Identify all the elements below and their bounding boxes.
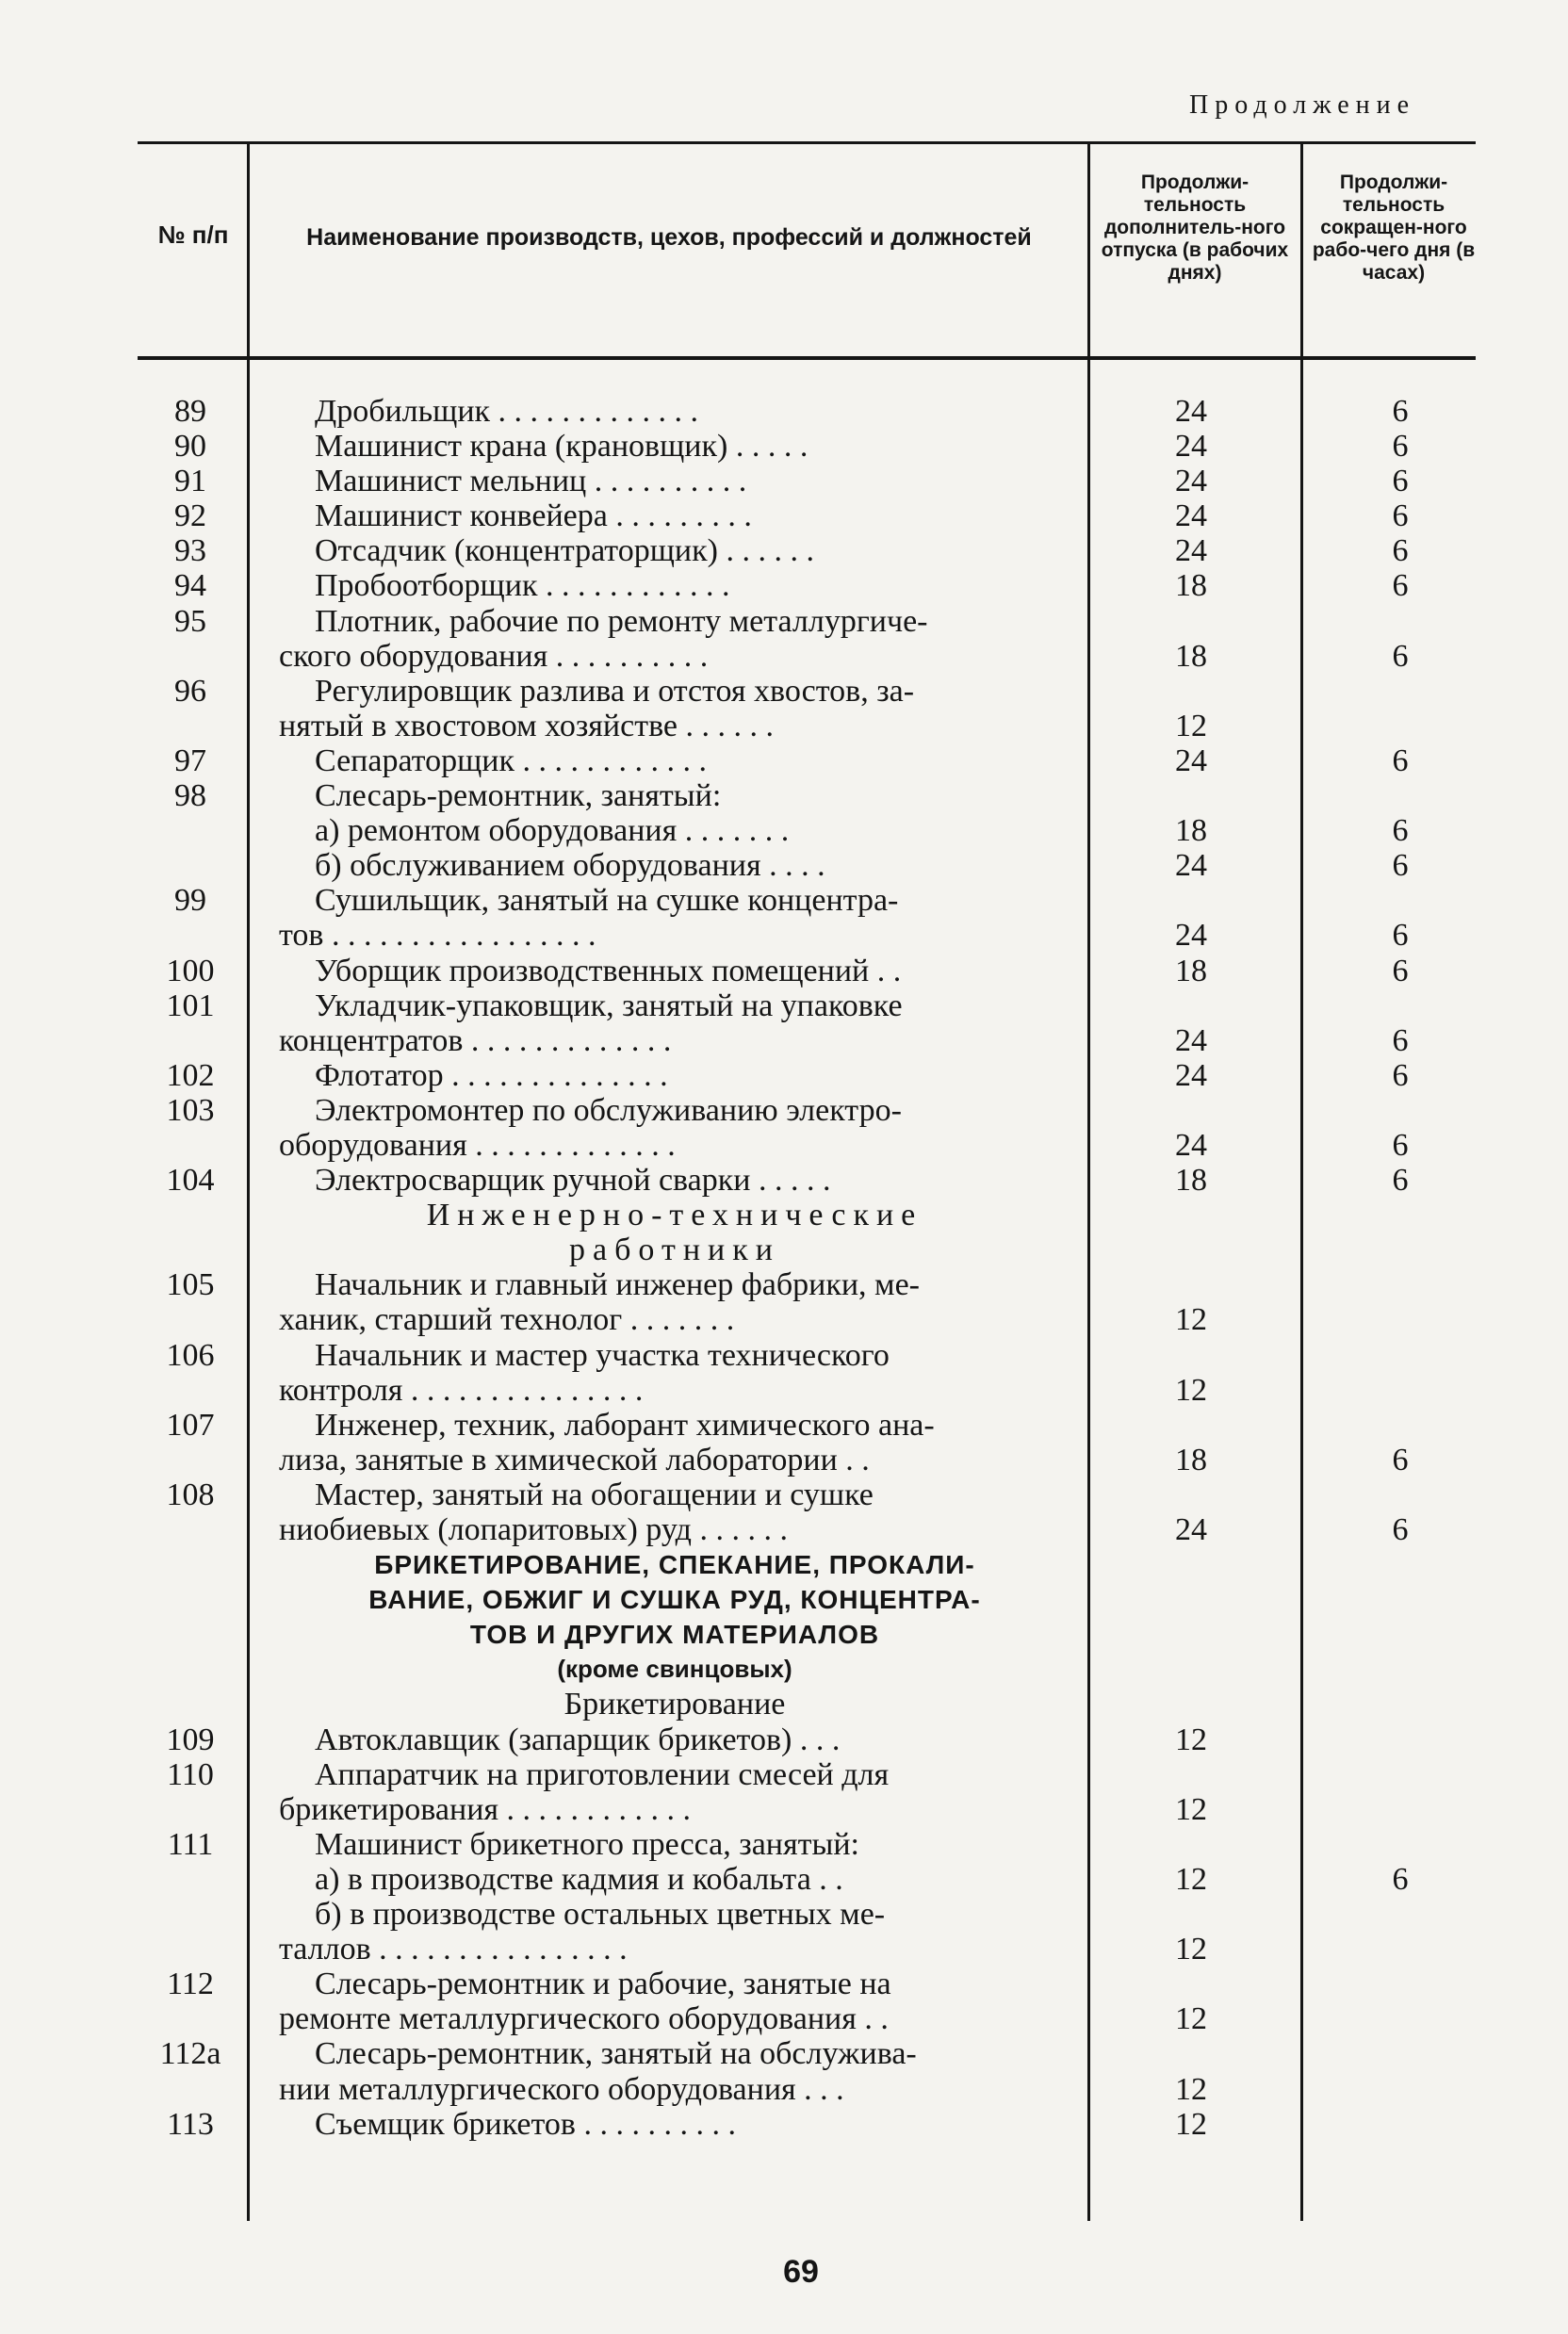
row-title	[279, 1547, 1070, 1652]
row-title	[279, 988, 1070, 1058]
table-row	[138, 394, 1485, 429]
section-heading	[138, 1547, 1485, 1652]
row-number: 106	[166, 1337, 215, 1373]
table-row	[138, 1757, 1485, 1827]
leave-days-value: 24	[1175, 918, 1207, 954]
workday-hours-value: 6	[1392, 498, 1409, 534]
workday-hours-value: 6	[1392, 953, 1409, 988]
leave-days-value: 12	[1175, 1302, 1207, 1338]
row-number: 93	[174, 533, 206, 569]
workday-hours-value: 6	[1392, 394, 1409, 429]
row-number: 109	[166, 1722, 215, 1757]
page-number: 69	[783, 2254, 819, 2290]
row-title-line: ВАНИЕ, ОБЖИГ И СУШКА РУД, КОНЦЕНТРА-	[368, 1585, 981, 1615]
leave-days-value: 24	[1175, 743, 1207, 778]
table-row	[138, 883, 1485, 953]
row-title-line: ского оборудования . . . . . . . . . .	[279, 638, 709, 674]
row-title-line: Мастер, занятый на обогащении и сушке	[315, 1477, 874, 1512]
row-title	[279, 813, 1070, 848]
workday-hours-value: 6	[1392, 568, 1409, 604]
header-number: № п/п	[157, 220, 229, 249]
table-row	[138, 988, 1485, 1058]
row-title	[279, 954, 1070, 988]
workday-hours-value: 6	[1392, 464, 1409, 499]
table-row	[138, 1338, 1485, 1408]
leave-days-value: 12	[1175, 2106, 1207, 2142]
workday-hours-value: 6	[1392, 1442, 1409, 1477]
row-title-line: Плотник, рабочие по ремонту металлургиче-	[315, 603, 928, 639]
row-title-line: Аппаратчик на приготовлении смесей для	[315, 1756, 890, 1792]
row-title-line: ремонте металлургического оборудования . .	[279, 2001, 889, 2037]
row-number: 96	[174, 673, 206, 709]
row-title	[279, 1757, 1070, 1827]
row-number: 92	[174, 498, 206, 534]
row-number: 107	[166, 1407, 215, 1443]
row-title-line: Слесарь-ремонтник, занятый:	[315, 778, 722, 814]
table-row	[138, 464, 1485, 498]
row-title-line: Автоклавщик (запарщик брикетов) . . .	[315, 1722, 841, 1757]
row-title-line: а) ремонтом оборудования . . . . . . .	[315, 813, 790, 849]
row-number: 104	[166, 1163, 215, 1199]
table-row	[138, 604, 1485, 674]
row-title-line: Регулировщик разлива и отстоя хвостов, за-	[315, 673, 915, 709]
table-row	[138, 848, 1485, 883]
row-title-line: Съемщик брикетов . . . . . . . . . .	[315, 2106, 736, 2142]
section-heading	[138, 1652, 1485, 1687]
row-title-line: Уборщик производственных помещений . .	[315, 953, 902, 988]
row-title-line: Флотатор . . . . . . . . . . . . . .	[315, 1057, 668, 1093]
row-number: 100	[166, 953, 215, 988]
leave-days-value: 12	[1175, 2001, 1207, 2037]
row-title-line: ханик, старший технолог . . . . . . .	[279, 1302, 735, 1338]
workday-hours-value: 6	[1392, 1512, 1409, 1547]
row-title	[279, 2107, 1070, 2142]
row-title	[279, 1477, 1070, 1547]
section-heading	[138, 1687, 1485, 1722]
row-number: 99	[174, 883, 206, 919]
row-title	[279, 1862, 1070, 1897]
row-title-line: Укладчик-упаковщик, занятый на упаковке	[315, 987, 903, 1023]
table-body	[138, 394, 1485, 2142]
row-number: 90	[174, 429, 206, 465]
row-title-line: контроля . . . . . . . . . . . . . . .	[279, 1372, 644, 1408]
table-row	[138, 1267, 1485, 1337]
row-title-line: тов . . . . . . . . . . . . . . . . .	[279, 918, 596, 954]
table-row	[138, 498, 1485, 533]
row-title-line: Инженерно-технические	[426, 1198, 923, 1233]
table-row	[138, 674, 1485, 743]
row-title-line: нятый в хвостовом хозяйстве . . . . . .	[279, 708, 775, 743]
table-row	[138, 2036, 1485, 2106]
row-title-line: Машинист мельниц . . . . . . . . . .	[315, 464, 747, 499]
row-title-line: Слесарь-ремонтник и рабочие, занятые на	[315, 1967, 891, 2002]
table-row	[138, 568, 1485, 603]
row-title	[279, 1827, 1070, 1862]
leave-days-value: 12	[1175, 2071, 1207, 2107]
row-title	[279, 2036, 1070, 2106]
row-title-line: БРИКЕТИРОВАНИЕ, СПЕКАНИЕ, ПРОКАЛИ-	[374, 1550, 975, 1580]
table-top-rule	[138, 141, 1476, 144]
leave-days-value: 18	[1175, 953, 1207, 988]
table-row	[138, 954, 1485, 988]
row-title-line: Начальник и главный инженер фабрики, ме-	[315, 1267, 920, 1303]
row-number: 110	[167, 1756, 214, 1792]
row-title	[279, 394, 1070, 429]
leave-days-value: 24	[1175, 1512, 1207, 1547]
row-title-line: ТОВ И ДРУГИХ МАТЕРИАЛОВ	[469, 1620, 880, 1650]
leave-days-value: 24	[1175, 1127, 1207, 1163]
leave-days-value: 24	[1175, 533, 1207, 569]
workday-hours-value: 6	[1392, 743, 1409, 778]
row-title-line: Электросварщик ручной сварки . . . . .	[315, 1163, 831, 1199]
header-day: Продолжи-тельность сокращен-ного рабо-чего дня (в часах)	[1312, 171, 1476, 284]
row-number: 113	[167, 2106, 214, 2142]
row-number: 101	[166, 987, 215, 1023]
leave-days-value: 18	[1175, 813, 1207, 849]
leave-days-value: 12	[1175, 1372, 1207, 1408]
row-title-line: Сепараторщик . . . . . . . . . . . .	[315, 743, 707, 778]
row-title-line: Отсадчик (концентраторщик) . . . . . .	[315, 533, 814, 569]
row-number: 112	[167, 1967, 214, 2002]
row-number: 102	[166, 1057, 215, 1093]
leave-days-value: 18	[1175, 568, 1207, 604]
table-row	[138, 429, 1485, 464]
table-row	[138, 1408, 1485, 1477]
table-row	[138, 533, 1485, 568]
row-number: 89	[174, 394, 206, 429]
row-number: 97	[174, 743, 206, 778]
row-title	[279, 464, 1070, 498]
row-title	[279, 1093, 1070, 1163]
table-row	[138, 1093, 1485, 1163]
row-title	[279, 1267, 1070, 1337]
row-title	[279, 1163, 1070, 1198]
table-row	[138, 743, 1485, 778]
row-title	[279, 429, 1070, 464]
row-title	[279, 674, 1070, 743]
section-heading	[138, 1198, 1485, 1267]
row-number: 98	[174, 778, 206, 814]
row-title	[279, 1652, 1070, 1687]
leave-days-value: 12	[1175, 1932, 1207, 1967]
row-title	[279, 1198, 1070, 1267]
row-title	[279, 778, 1070, 813]
row-title-line: (кроме свинцовых)	[557, 1655, 792, 1684]
row-title-line: б) в производстве остальных цветных ме-	[315, 1897, 886, 1933]
row-title	[279, 1897, 1070, 1967]
leave-days-value: 24	[1175, 464, 1207, 499]
row-number: 95	[174, 603, 206, 639]
workday-hours-value: 6	[1392, 1861, 1409, 1897]
row-title-line: Электромонтер по обслуживанию электро-	[315, 1092, 902, 1128]
leave-days-value: 12	[1175, 708, 1207, 743]
leave-days-value: 12	[1175, 1791, 1207, 1827]
row-title-line: Машинист брикетного пресса, занятый:	[315, 1826, 859, 1862]
row-title-line: нии металлургического оборудования . . .	[279, 2071, 844, 2107]
row-title-line: Сушильщик, занятый на сушке концентра-	[315, 883, 899, 919]
row-number: 103	[166, 1092, 215, 1128]
workday-hours-value: 6	[1392, 848, 1409, 884]
header-name: Наименование производств, цехов, профессий и должностей	[306, 224, 1032, 251]
header-leave: Продолжи-тельность дополнитель-ного отпуска (в рабочих днях)	[1101, 171, 1289, 284]
row-title-line: а) в производстве кадмия и кобальта . .	[315, 1861, 843, 1897]
row-title-line: концентратов . . . . . . . . . . . . .	[279, 1022, 672, 1058]
table-header-rule	[138, 356, 1476, 360]
workday-hours-value: 6	[1392, 1163, 1409, 1199]
row-title	[279, 568, 1070, 603]
row-title	[279, 1338, 1070, 1408]
row-title	[279, 1967, 1070, 2036]
workday-hours-value: 6	[1392, 813, 1409, 849]
leave-days-value: 24	[1175, 498, 1207, 534]
row-title-line: оборудования . . . . . . . . . . . . .	[279, 1127, 676, 1163]
row-title-line: б) обслуживанием оборудования . . . .	[315, 848, 825, 884]
row-title-line: работники	[569, 1232, 780, 1268]
leave-days-value: 18	[1175, 638, 1207, 674]
workday-hours-value: 6	[1392, 638, 1409, 674]
row-title-line: брикетирования . . . . . . . . . . . .	[279, 1791, 692, 1827]
leave-days-value: 24	[1175, 848, 1207, 884]
table-row	[138, 1827, 1485, 1862]
row-title	[279, 1687, 1070, 1722]
table-row	[138, 1058, 1485, 1093]
row-title-line: Машинист конвейера . . . . . . . . .	[315, 498, 752, 534]
row-title-line: Пробоотборщик . . . . . . . . . . . .	[315, 568, 730, 604]
row-title-line: Брикетирование	[564, 1687, 786, 1722]
leave-days-value: 18	[1175, 1442, 1207, 1477]
row-title	[279, 883, 1070, 953]
row-title-line: Начальник и мастер участка технического	[315, 1337, 890, 1373]
table-row	[138, 1722, 1485, 1757]
table-row	[138, 1477, 1485, 1547]
table-row	[138, 1163, 1485, 1198]
leave-days-value: 24	[1175, 1022, 1207, 1058]
leave-days-value: 12	[1175, 1861, 1207, 1897]
table-row	[138, 778, 1485, 813]
row-title	[279, 1408, 1070, 1477]
row-title	[279, 604, 1070, 674]
row-title-line: лиза, занятые в химической лаборатории . .	[279, 1442, 870, 1477]
row-title-line: таллов . . . . . . . . . . . . . . . .	[279, 1932, 628, 1967]
row-title-line: Инженер, техник, лаборант химического ана-	[315, 1407, 935, 1443]
workday-hours-value: 6	[1392, 1057, 1409, 1093]
leave-days-value: 18	[1175, 1163, 1207, 1199]
workday-hours-value: 6	[1392, 429, 1409, 465]
leave-days-value: 24	[1175, 429, 1207, 465]
workday-hours-value: 6	[1392, 1022, 1409, 1058]
row-title-line: ниобиевых (лопаритовых) руд . . . . . .	[279, 1512, 788, 1547]
row-number: 112а	[159, 2036, 221, 2072]
row-title	[279, 1058, 1070, 1093]
row-title	[279, 533, 1070, 568]
row-title	[279, 498, 1070, 533]
row-title	[279, 1722, 1070, 1757]
table-row	[138, 1897, 1485, 1967]
table-row	[138, 2107, 1485, 2142]
row-title-line: Слесарь-ремонтник, занятый на обслужива-	[315, 2036, 917, 2072]
leave-days-value: 12	[1175, 1722, 1207, 1757]
row-number: 94	[174, 568, 206, 604]
row-number: 105	[166, 1267, 215, 1303]
workday-hours-value: 6	[1392, 918, 1409, 954]
row-title	[279, 848, 1070, 883]
leave-days-value: 24	[1175, 394, 1207, 429]
row-title	[279, 743, 1070, 778]
table-row	[138, 813, 1485, 848]
table-row	[138, 1862, 1485, 1897]
row-title-line: Машинист крана (крановщик) . . . . .	[315, 429, 808, 465]
workday-hours-value: 6	[1392, 533, 1409, 569]
continuation-label: Продолжение	[1189, 90, 1416, 120]
workday-hours-value: 6	[1392, 1127, 1409, 1163]
table-row	[138, 1967, 1485, 2036]
row-number: 111	[167, 1826, 214, 1862]
row-title-line: Дробильщик . . . . . . . . . . . . .	[315, 394, 699, 429]
row-number: 108	[166, 1477, 215, 1512]
row-number: 91	[174, 464, 206, 499]
leave-days-value: 24	[1175, 1057, 1207, 1093]
